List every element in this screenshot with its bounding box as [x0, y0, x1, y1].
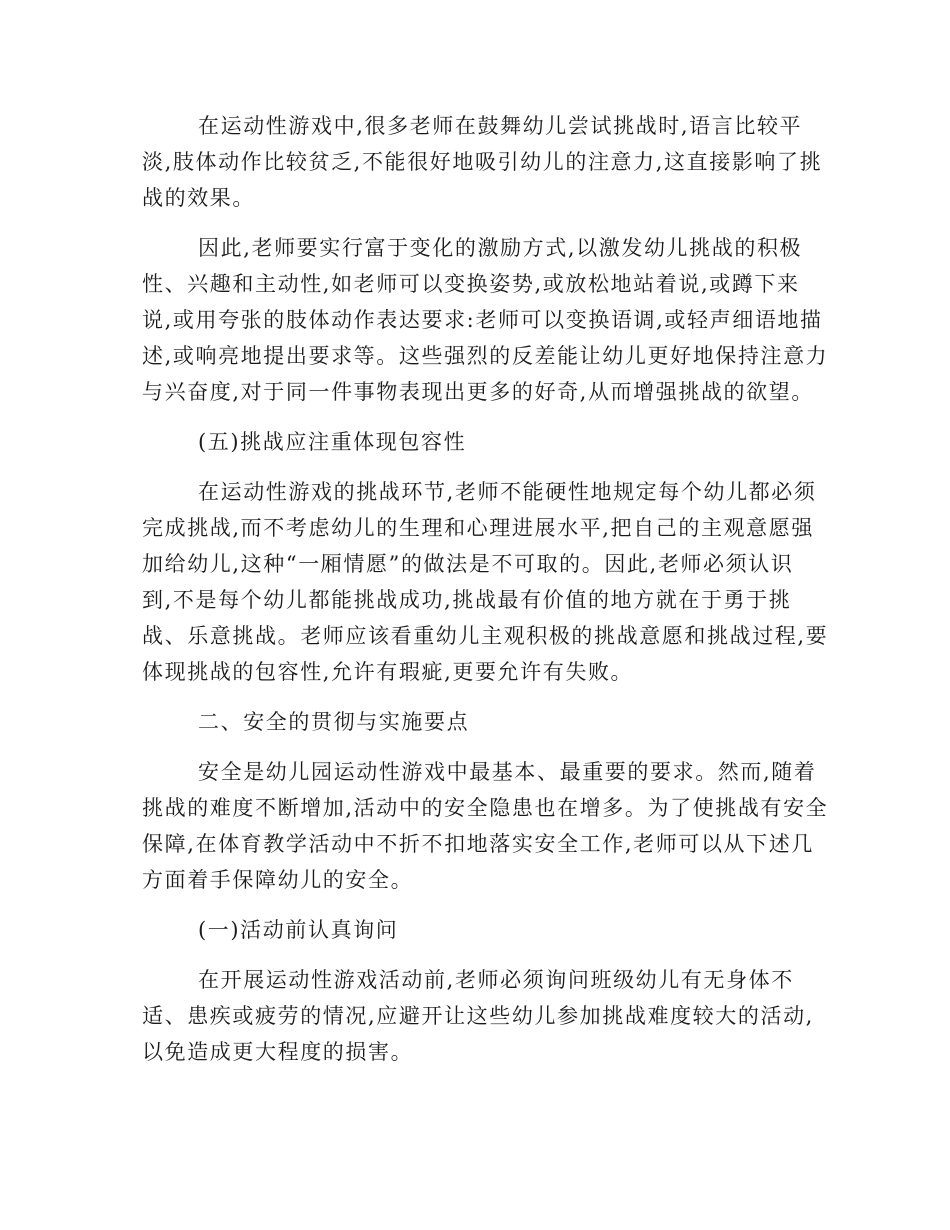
paragraph-encouragement-problem	[142, 108, 823, 216]
section-heading: (五)挑战应注重体现包容性	[198, 430, 467, 454]
document-body	[142, 108, 829, 1084]
section-heading-pre-activity	[142, 912, 810, 948]
text-line: 在开展运动性游戏活动前,老师必须询问班级幼儿有无身体不	[198, 968, 794, 992]
section-heading-inclusiveness	[142, 424, 810, 460]
text-line: 加给幼儿,这种“一厢情愿”的做法是不可取的。因此,老师必须认识	[142, 552, 794, 576]
paragraph-safety-intro	[142, 754, 829, 898]
section-heading: 二、安全的贯彻与实施要点	[198, 710, 470, 734]
text-line: 在运动性游戏中,很多老师在鼓舞幼儿尝试挑战时,语言比较平	[198, 114, 803, 138]
text-line: 在运动性游戏的挑战环节,老师不能硬性地规定每个幼儿都必须	[198, 480, 817, 504]
text-line: 完成挑战,而不考虑幼儿的生理和心理进展水平,把自己的主观意愿强	[142, 516, 814, 540]
text-line: 适、患疾或疲劳的情况,应避开让这些幼儿参加挑战难度较大的活动,	[142, 1004, 814, 1028]
paragraph-varied-motivation	[142, 230, 829, 410]
text-line: 挑战的难度不断增加,活动中的安全隐患也在增多。为了使挑战有安全	[142, 796, 829, 820]
text-line: 与兴奋度,对于同一件事物表现出更多的好奇,从而增强挑战的欲望。	[142, 380, 814, 404]
section-heading: (一)活动前认真询问	[198, 918, 399, 942]
text-line: 方面着手保障幼儿的安全。	[142, 868, 414, 892]
paragraph-pre-activity	[142, 962, 814, 1070]
text-line: 战、乐意挑战。老师应该看重幼儿主观积极的挑战意愿和挑战过程,要	[142, 624, 829, 648]
text-line: 体现挑战的包容性,允许有瑕疵,更要允许有失败。	[142, 660, 634, 684]
text-line: 因此,老师要实行富于变化的激励方式,以激发幼儿挑战的积极	[198, 236, 803, 260]
text-line: 保障,在体育教学活动中不折不扣地落实安全工作,老师可以从下述几	[142, 832, 814, 856]
text-line: 安全是幼儿园运动性游戏中最基本、最重要的要求。然而,随着	[198, 760, 817, 784]
section-heading-safety	[142, 704, 810, 740]
text-line: 淡,肢体动作比较贫乏,不能很好地吸引幼儿的注意力,这直接影响了挑	[142, 150, 823, 174]
paragraph-inclusiveness	[142, 474, 829, 690]
text-line: 述,或响亮地提出要求等。这些强烈的反差能让幼儿更好地保持注意力	[142, 344, 829, 368]
text-line: 战的效果。	[142, 186, 255, 210]
text-line: 以免造成更大程度的损害。	[142, 1040, 414, 1064]
text-line: 性、兴趣和主动性,如老师可以变换姿势,或放松地站着说,或蹲下来	[142, 272, 800, 296]
text-line: 到,不是每个幼儿都能挑战成功,挑战最有价值的地方就在于勇于挑	[142, 588, 792, 612]
text-line: 说,或用夸张的肢体动作表达要求:老师可以变换语调,或轻声细语地描	[142, 308, 823, 332]
